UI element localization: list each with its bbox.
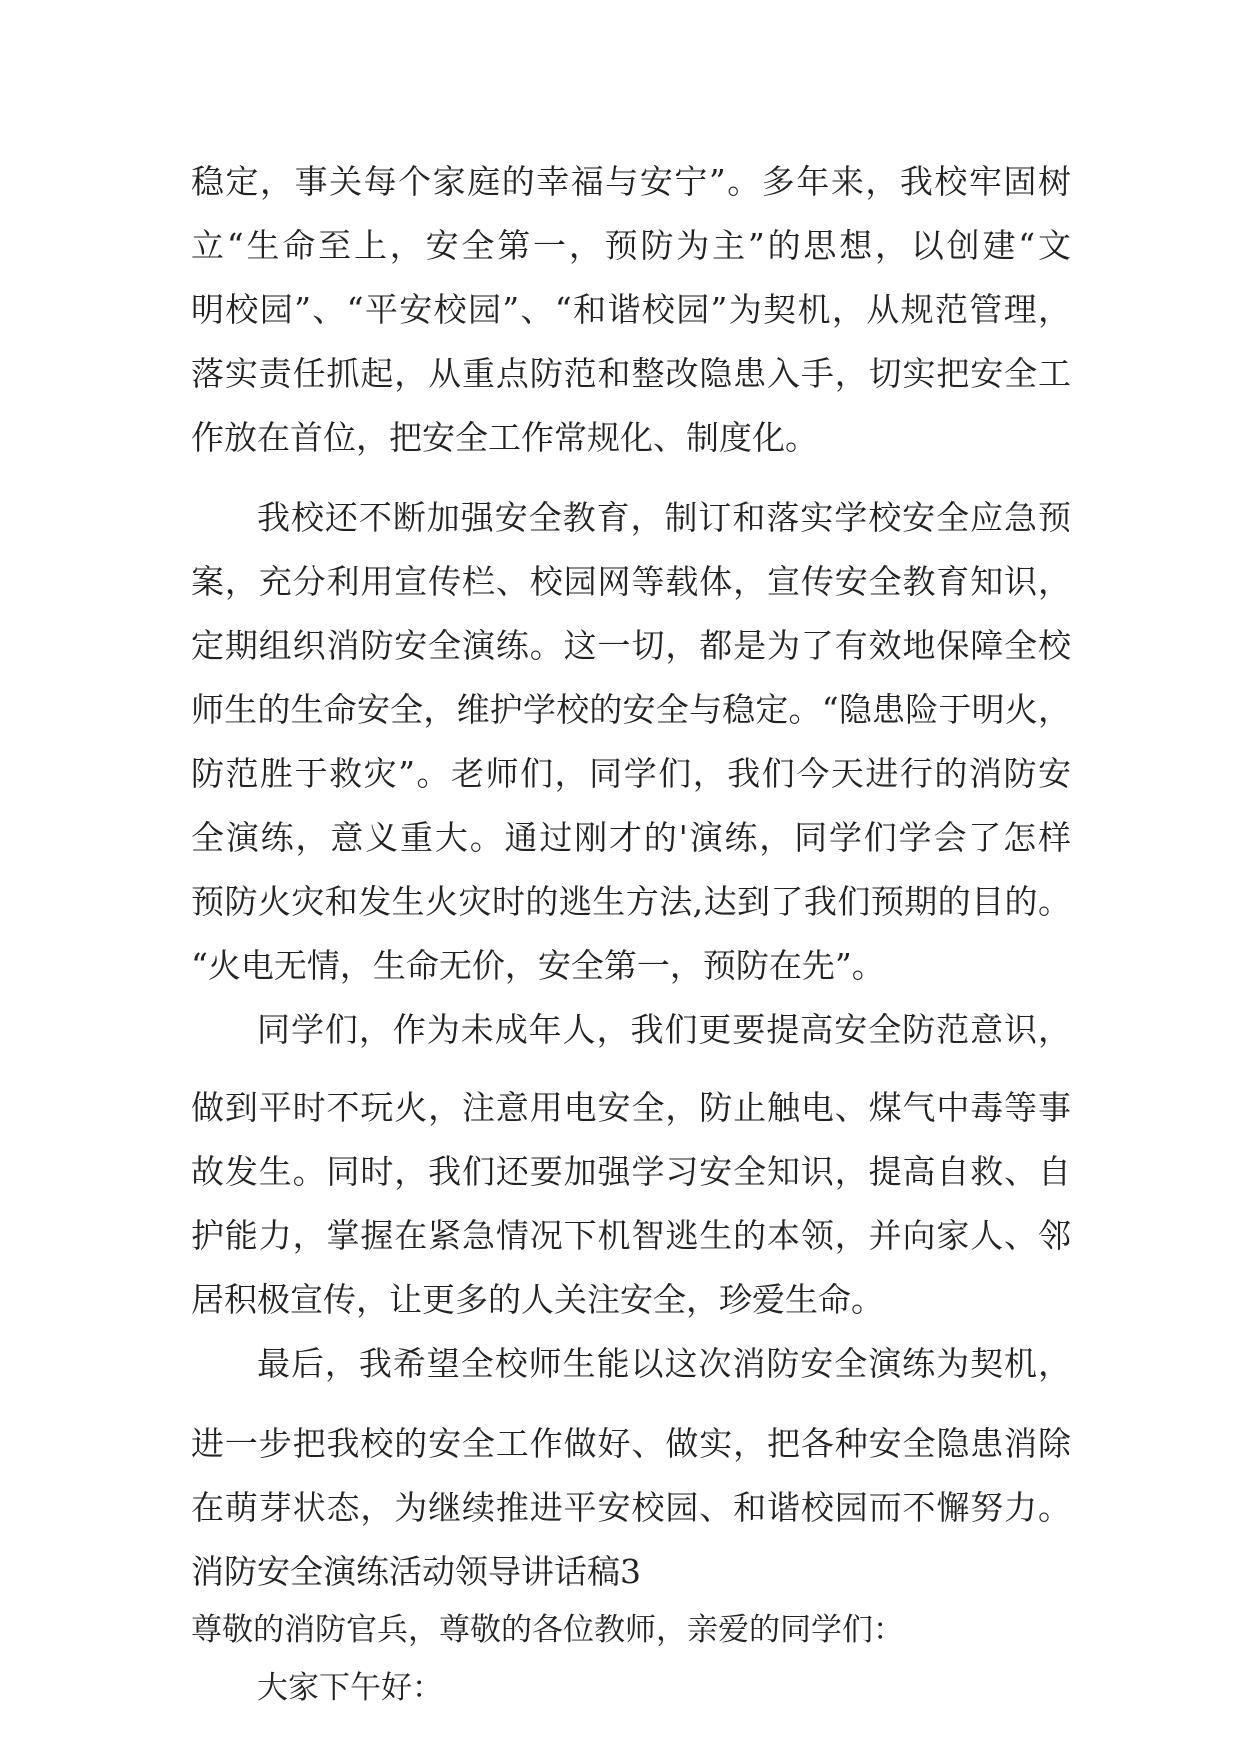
- paragraph-line: “火电无情，生命无价，安全第一，预防在先”。: [191, 946, 885, 985]
- paragraph-line: 护能力，掌握在紧急情况下机智逃生的本领，并向家人、邻: [191, 1216, 1071, 1255]
- paragraph-line: 全演练，意义重大。通过刚才的'演练，同学们学会了怎样: [191, 818, 1071, 857]
- paragraph-line: 稳定，事关每个家庭的幸福与安宁”。多年来，我校牢固树: [191, 162, 1071, 201]
- paragraph-line: 案，充分利用宣传栏、校园网等载体，宣传安全教育知识，: [191, 562, 1071, 601]
- paragraph-line: 作放在首位，把安全工作常规化、制度化。: [191, 418, 818, 457]
- paragraph-line: 我校还不断加强安全教育，制订和落实学校安全应急预: [257, 498, 1071, 537]
- paragraph-line: 立“生命至上，安全第一，预防为主”的思想，以创建“文: [191, 226, 1071, 265]
- paragraph-line: 进一步把我校的安全工作做好、做实，把各种安全隐患消除: [191, 1424, 1071, 1463]
- paragraph-line: 同学们，作为未成年人，我们更要提高安全防范意识，: [257, 1010, 1071, 1049]
- paragraph-line: 故发生。同时，我们还要加强学习安全知识，提高自救、自: [191, 1152, 1071, 1191]
- paragraph-line: 明校园”、“平安校园”、“和谐校园”为契机，从规范管理，: [191, 290, 1071, 329]
- paragraph-line: 最后，我希望全校师生能以这次消防安全演练为契机，: [257, 1344, 1071, 1383]
- paragraph-line: 落实责任抓起，从重点防范和整改隐患入手，切实把安全工: [191, 354, 1071, 393]
- paragraph-line: 防范胜于救灾”。老师们，同学们，我们今天进行的消防安: [191, 754, 1071, 793]
- greeting-line: 大家下午好：: [257, 1670, 443, 1706]
- paragraph-line: 定期组织消防安全演练。这一切，都是为了有效地保障全校: [191, 626, 1071, 665]
- paragraph-line: 预防火灾和发生火灾时的逃生方法,达到了我们预期的目的。: [191, 882, 1071, 921]
- paragraph-line: 师生的生命安全，维护学校的安全与稳定。“隐患险于明火，: [191, 690, 1071, 729]
- salutation-line: 尊敬的消防官兵，尊敬的各位教师，亲爱的同学们：: [191, 1612, 904, 1648]
- section-title: 消防安全演练活动领导讲话稿3: [191, 1552, 641, 1591]
- paragraph-line: 居积极宣传，让更多的人关注安全，珍爱生命。: [191, 1280, 884, 1319]
- paragraph-line: 做到平时不玩火，注意用电安全，防止触电、煤气中毒等事: [191, 1088, 1071, 1127]
- paragraph-line: 在萌芽状态，为继续推进平安校园、和谐校园而不懈努力。: [191, 1488, 1071, 1527]
